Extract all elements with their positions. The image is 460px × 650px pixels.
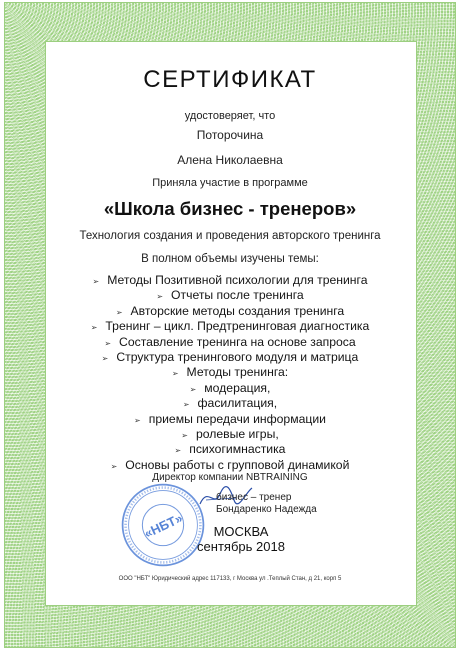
city-date-block — [0, 524, 460, 554]
trainer-name: Бондаренко Надежда — [216, 504, 317, 515]
bullet-arrow-icon: ➢ — [182, 400, 190, 410]
stamp-text: «НБТ» — [141, 510, 185, 541]
topics-list — [0, 273, 460, 473]
program-title: «Школа бизнес - тренеров» — [103, 198, 357, 219]
list-item: ➢ Методы Позитивной психологии для тренинга — [0, 273, 460, 288]
program-subtitle: Технология создания и проведения авторского тренинга — [79, 230, 381, 242]
participation-text: Приняла участие в программе — [152, 177, 308, 189]
list-item: ➢ Составление тренинга на основе запроса — [0, 335, 460, 350]
list-item: ➢ ролевые игры, — [0, 427, 460, 442]
certificate-title: СЕРТИФИКАТ — [143, 66, 317, 93]
bullet-arrow-icon: ➢ — [171, 369, 179, 379]
list-item: ➢ Основы работы с групповой динамикой — [0, 458, 460, 473]
recipient-surname: Поторочина — [196, 128, 264, 142]
bullet-arrow-icon: ➢ — [115, 307, 123, 317]
recipient-given-name: Алена Николаевна — [177, 153, 283, 167]
footer-address: ООО "НБТ" Юридический адрес 117133, г Москва ул .Теплый Стан, д 21, корп 5 — [118, 576, 342, 582]
list-item: ➢ приемы передачи информации — [0, 412, 460, 427]
list-item: ➢ Методы тренинга: — [0, 365, 460, 380]
list-item: ➢ Тренинг – цикл. Предтренинговая диагностика — [0, 319, 460, 334]
bullet-arrow-icon: ➢ — [104, 338, 112, 348]
bullet-arrow-icon: ➢ — [110, 461, 118, 471]
trainer-role: бизнес – тренер — [216, 492, 292, 503]
list-item: ➢ Отчеты после тренинга — [0, 288, 460, 303]
director-line: Директор компании NBTRAINING — [152, 472, 308, 483]
list-item: ➢ фасилитация, — [0, 396, 460, 411]
bullet-arrow-icon: ➢ — [92, 277, 100, 286]
bullet-arrow-icon: ➢ — [174, 446, 182, 456]
bullet-arrow-icon: ➢ — [90, 323, 98, 333]
bullet-arrow-icon: ➢ — [181, 430, 188, 440]
bullet-arrow-icon: ➢ — [134, 415, 141, 425]
bullet-arrow-icon: ➢ — [189, 384, 197, 394]
bullet-arrow-icon: ➢ — [101, 353, 109, 363]
bullet-arrow-icon: ➢ — [156, 292, 164, 302]
trainer-block — [216, 492, 317, 516]
city: МОСКВА — [213, 524, 269, 539]
list-item: ➢ модерация, — [0, 381, 460, 396]
list-item: ➢ Авторские методы создания тренинга — [0, 304, 460, 319]
topics-intro: В полном объемы изучены темы: — [141, 253, 319, 265]
certifies-text: удостоверяет, что — [184, 110, 276, 122]
issue-date: сентябрь 2018 — [197, 539, 285, 554]
list-item: ➢ Структура тренингового модуля и матрица — [0, 350, 460, 365]
list-item: ➢ психогимнастика — [0, 442, 460, 457]
